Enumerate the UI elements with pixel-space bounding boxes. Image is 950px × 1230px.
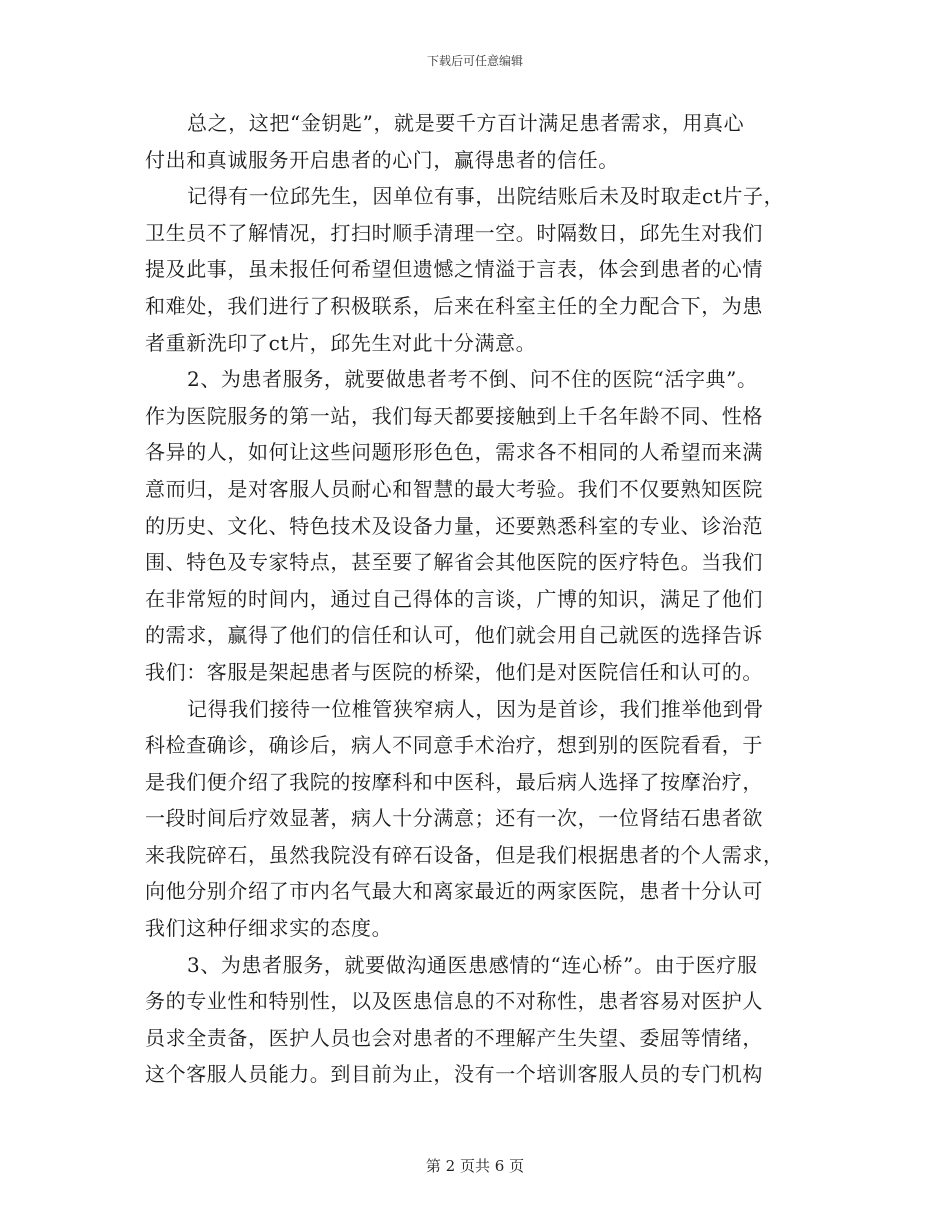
text-line: 向他分别介绍了市内名气最大和离家最近的两家医院，患者十分认可 xyxy=(145,879,763,904)
text-line: 务的专业性和特别性，以及医患信息的不对称性，患者容易对医护人 xyxy=(145,989,763,1014)
text-line: 提及此事，虽未报任何希望但遗憾之情溢于言表，体会到患者的心情 xyxy=(145,257,763,282)
text-line: 一段时间后疗效显著，病人十分满意；还有一次，一位肾结石患者欲 xyxy=(145,806,763,831)
text-line: 记得我们接待一位椎管狭窄病人，因为是首诊，我们推举他到骨 xyxy=(187,696,764,721)
text-line: 这个客服人员能力。到目前为止，没有一个培训客服人员的专门机构 xyxy=(145,1062,763,1087)
text-line: 和难处，我们进行了积极联系，后来在科室主任的全力配合下，为患 xyxy=(145,293,763,318)
text-line: 我们：客服是架起患者与医院的桥梁，他们是对医院信任和认可的。 xyxy=(145,659,763,684)
text-line: 总之，这把“金钥匙”，就是要千方百计满足患者需求，用真心 xyxy=(187,111,745,135)
text-line: 卫生员不了解情况，打扫时顺手清理一空。时隔数日，邱先生对我们 xyxy=(145,220,763,245)
text-line: 记得有一位邱先生，因单位有事，出院结账后未及时取走ct片子， xyxy=(187,184,785,209)
text-line: 来我院碎石，虽然我院没有碎石设备，但是我们根据患者的个人需求， xyxy=(145,842,784,867)
document-body xyxy=(145,105,825,1093)
text-line: 3、为患者服务，就要做沟通医患感情的“连心桥”。由于医疗服 xyxy=(187,952,758,977)
text-line: 科检查确诊，确诊后，病人不同意手术治疗，想到别的医院看看，于 xyxy=(145,733,763,758)
text-line: 者重新洗印了ct片，邱先生对此十分满意。 xyxy=(145,330,537,355)
text-line: 员求全责备，医护人员也会对患者的不理解产生失望、委屈等情绪， xyxy=(145,1025,763,1050)
text-line: 各异的人，如何让这些问题形形色色，需求各不相同的人希望而来满 xyxy=(145,440,763,465)
text-line: 我们这种仔细求实的态度。 xyxy=(145,916,393,941)
text-line: 2、为患者服务，就要做患者考不倒、问不住的医院“活字典”。 xyxy=(187,367,758,392)
text-line: 在非常短的时间内，通过自己得体的言谈，广博的知识，满足了他们 xyxy=(145,586,763,611)
text-line: 的历史、文化、特色技术及设备力量，还要熟悉科室的专业、诊治范 xyxy=(145,513,763,538)
page-number-footer: 第 2 页共 6 页 xyxy=(425,1157,525,1175)
page-header: 下载后可任意编辑 xyxy=(426,54,523,68)
text-line: 付出和真诚服务开启患者的心门，赢得患者的信任。 xyxy=(145,147,619,172)
text-line: 的需求，赢得了他们的信任和认可，他们就会用自己就医的选择告诉 xyxy=(145,623,763,648)
text-line: 意而归，是对客服人员耐心和智慧的最大考验。我们不仅要熟知医院 xyxy=(145,476,763,501)
text-line: 作为医院服务的第一站，我们每天都要接触到上千名年龄不同、性格 xyxy=(145,403,763,428)
text-line: 围、特色及专家特点，甚至要了解省会其他医院的医疗特色。当我们 xyxy=(145,550,763,575)
text-line: 是我们便介绍了我院的按摩科和中医科，最后病人选择了按摩治疗， xyxy=(145,769,763,794)
